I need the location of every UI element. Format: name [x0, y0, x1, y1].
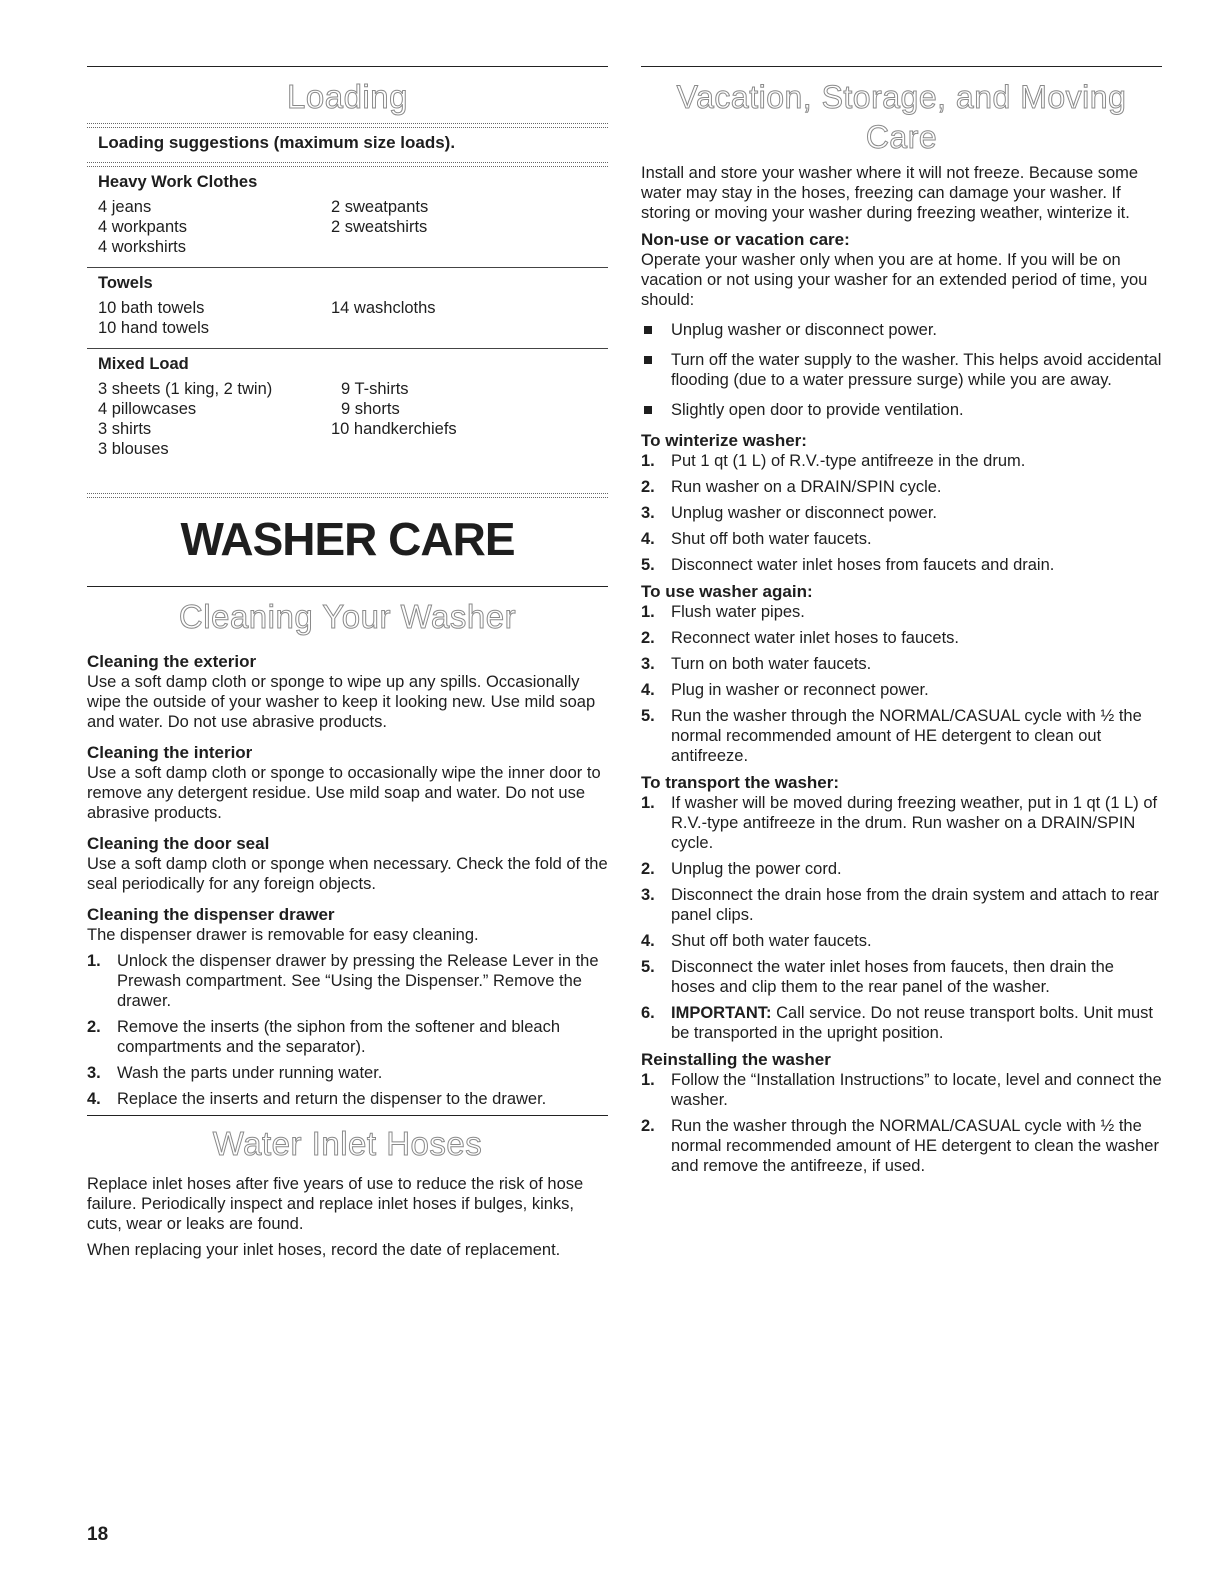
step-text: Call service. Do not reuse transport bolts. Unit must be transported in the upright position. — [671, 1004, 1153, 1042]
loading-item — [331, 237, 608, 257]
step-number: 4. — [87, 1090, 101, 1108]
list-item — [641, 931, 1162, 951]
step-text: Unplug washer or disconnect power. — [671, 504, 937, 522]
list-item — [87, 1063, 608, 1083]
step-text: Unlock the dispenser drawer by pressing the Release Lever in the Prewash compartment. See “Using the Dispenser.” Remove the drawer. — [117, 952, 599, 1010]
step-text: Shut off both water faucets. — [671, 530, 872, 548]
winterize-heading: To winterize washer: — [641, 431, 807, 450]
step-text: Follow the “Installation Instructions” to locate, level and connect the washer. — [671, 1071, 1162, 1109]
loading-item: 4 jeans — [98, 198, 152, 216]
loading-item: 3 blouses — [98, 440, 169, 458]
loading-subtitle: Loading suggestions (maximum size loads). — [98, 133, 456, 152]
loading-item: 10 bath towels — [98, 299, 205, 317]
step-number: 5. — [641, 958, 655, 976]
loading-item: 3 sheets (1 king, 2 twin) — [98, 380, 273, 398]
hoses-title: Water Inlet Hoses — [212, 1125, 483, 1162]
hoses-text-2: When replacing your inlet hoses, record the date of replacement. — [87, 1241, 561, 1259]
loading-items — [98, 197, 608, 257]
list-item — [641, 654, 1162, 674]
use-again-steps — [641, 602, 1162, 766]
step-number: 3. — [641, 655, 655, 673]
exterior-heading: Cleaning the exterior — [87, 652, 257, 671]
loading-item: 2 sweatshirts — [331, 218, 428, 236]
winterize-steps — [641, 451, 1162, 575]
loading-group — [87, 167, 608, 268]
loading-item: 4 pillowcases — [98, 400, 197, 418]
interior-text: Use a soft damp cloth or sponge to occasionally wipe the inner door to remove any detergent residue. Use mild soap and water. Do not use abrasive products. — [87, 764, 601, 822]
list-item — [87, 1017, 608, 1057]
reinstall-steps — [641, 1070, 1162, 1176]
loading-item: 4 workpants — [98, 218, 187, 236]
bullet-text: Turn off the water supply to the washer. This helps avoid accidental flooding (due to a water pressure surge) while you are away. — [671, 351, 1162, 389]
dispenser-text: The dispenser drawer is removable for easy cleaning. — [87, 926, 479, 944]
loading-items — [98, 379, 608, 459]
list-item — [641, 793, 1162, 853]
step-number: 3. — [87, 1064, 101, 1082]
step-number: 5. — [641, 556, 655, 574]
washer-care-title: WASHER CARE — [180, 513, 515, 565]
page-number: 18 — [87, 1524, 109, 1545]
list-item — [641, 320, 1162, 340]
step-number: 1. — [641, 603, 655, 621]
list-item — [87, 1089, 608, 1109]
list-item — [641, 628, 1162, 648]
exterior-text: Use a soft damp cloth or sponge to wipe up any spills. Occasionally wipe the outside of your washer to keep it looking new. Use mild soap and water. Do not use abrasive products. — [87, 673, 596, 731]
loading-group-title: Heavy Work Clothes — [98, 173, 258, 191]
step-number: 2. — [641, 860, 655, 878]
door-seal-text: Use a soft damp cloth or sponge when necessary. Check the fold of the seal periodically for any foreign objects. — [87, 855, 608, 893]
dotted-divider — [87, 493, 608, 498]
right-column — [641, 66, 1162, 1182]
step-number: 5. — [641, 707, 655, 725]
loading-item: 9 T-shirts — [341, 380, 409, 398]
list-item — [641, 400, 1162, 420]
step-text: Run the washer through the NORMAL/CASUAL cycle with ½ the normal recommended amount of HE detergent to clean out antifreeze. — [671, 707, 1142, 765]
step-number: 2. — [641, 629, 655, 647]
list-item — [641, 1116, 1162, 1176]
step-text: Run the washer through the NORMAL/CASUAL cycle with ½ the normal recommended amount of HE detergent to clean the washer and remove the antifreeze, if used. — [671, 1117, 1159, 1175]
step-text: Remove the inserts (the siphon from the softener and bleach compartments and the separator). — [117, 1018, 560, 1056]
list-item — [641, 529, 1162, 549]
step-number: 1. — [641, 1071, 655, 1089]
list-item — [87, 951, 608, 1011]
step-number: 4. — [641, 681, 655, 699]
list-item — [641, 1003, 1162, 1043]
step-text: Replace the inserts and return the dispenser to the drawer. — [117, 1090, 547, 1108]
nonuse-bullets — [641, 320, 1162, 420]
loading-item: 14 washcloths — [331, 299, 436, 317]
door-seal-heading: Cleaning the door seal — [87, 834, 270, 853]
loading-item: 9 shorts — [341, 400, 400, 418]
cleaning-title: Cleaning Your Washer — [178, 598, 517, 635]
step-number: 1. — [641, 794, 655, 812]
square-bullet-icon — [644, 356, 652, 364]
loading-item: 3 shirts — [98, 420, 152, 438]
step-text: Run washer on a DRAIN/SPIN cycle. — [671, 478, 942, 496]
loading-group — [87, 349, 608, 469]
step-number: 4. — [641, 932, 655, 950]
use-again-heading: To use washer again: — [641, 582, 813, 601]
nonuse-heading: Non-use or vacation care: — [641, 230, 850, 249]
step-number: 2. — [87, 1018, 101, 1036]
loading-group — [87, 268, 608, 349]
hoses-text-1: Replace inlet hoses after five years of use to reduce the risk of hose failure. Periodically inspect and replace inlet hoses if bulges, kinks, cuts, wear or leaks are found. — [87, 1175, 584, 1233]
list-item — [641, 706, 1162, 766]
step-number: 1. — [87, 952, 101, 970]
nonuse-text: Operate your washer only when you are at home. If you will be on vacation or not using your washer for an extended period of time, you should: — [641, 251, 1148, 309]
section-rule — [87, 66, 608, 67]
section-rule — [87, 586, 608, 587]
section-rule — [641, 66, 1162, 67]
step-number: 2. — [641, 478, 655, 496]
step-number: 3. — [641, 886, 655, 904]
list-item — [641, 503, 1162, 523]
dispenser-heading: Cleaning the dispenser drawer — [87, 905, 335, 924]
list-item — [641, 350, 1162, 390]
step-text: Flush water pipes. — [671, 603, 805, 621]
dotted-divider — [87, 123, 608, 128]
reinstall-heading: Reinstalling the washer — [641, 1050, 831, 1069]
list-item — [641, 885, 1162, 925]
step-text: Disconnect the water inlet hoses from faucets, then drain the hoses and clip them to the rear panel of the washer. — [671, 958, 1114, 996]
list-item — [641, 859, 1162, 879]
loading-group-title: Towels — [98, 274, 153, 292]
bullet-text: Unplug washer or disconnect power. — [671, 321, 937, 339]
loading-title: Loading — [287, 78, 408, 115]
list-item — [641, 555, 1162, 575]
dispenser-steps — [87, 951, 608, 1109]
step-text: Put 1 qt (1 L) of R.V.-type antifreeze in the drum. — [671, 452, 1026, 470]
loading-item: 10 handkerchiefs — [331, 420, 457, 438]
step-text: If washer will be moved during freezing weather, put in 1 qt (1 L) of R.V.-type antifreeze in the drum. Run washer on a DRAIN/SPIN cycle. — [671, 794, 1158, 852]
step-number: 1. — [641, 452, 655, 470]
transport-steps — [641, 793, 1162, 1043]
step-text: Shut off both water faucets. — [671, 932, 872, 950]
step-number: 2. — [641, 1117, 655, 1135]
left-column — [87, 66, 608, 1260]
loading-item — [331, 439, 608, 459]
list-item — [641, 602, 1162, 622]
step-number: 3. — [641, 504, 655, 522]
interior-heading: Cleaning the interior — [87, 743, 253, 762]
step-text: Disconnect water inlet hoses from faucets and drain. — [671, 556, 1055, 574]
step-text: Wash the parts under running water. — [117, 1064, 383, 1082]
list-item — [641, 477, 1162, 497]
step-number: 4. — [641, 530, 655, 548]
step-text: Reconnect water inlet hoses to faucets. — [671, 629, 959, 647]
vacation-title: Vacation, Storage, and Moving Care — [676, 79, 1127, 155]
list-item — [641, 1070, 1162, 1110]
vacation-intro: Install and store your washer where it will not freeze. Because some water may stay in the hoses, freezing can damage your washer. If storing or moving your washer during freezing weather, winterize it. — [641, 164, 1139, 222]
loading-item: 10 hand towels — [98, 319, 209, 337]
square-bullet-icon — [644, 326, 652, 334]
loading-group-title: Mixed Load — [98, 355, 189, 373]
loading-item: 2 sweatpants — [331, 198, 429, 216]
loading-groups — [87, 167, 608, 469]
important-label: IMPORTANT: — [671, 1004, 772, 1022]
list-item — [641, 680, 1162, 700]
transport-heading: To transport the washer: — [641, 773, 840, 792]
section-rule — [87, 1115, 608, 1116]
step-text: Turn on both water faucets. — [671, 655, 872, 673]
step-number: 6. — [641, 1004, 655, 1022]
bullet-text: Slightly open door to provide ventilation. — [671, 401, 964, 419]
step-text: Disconnect the drain hose from the drain system and attach to rear panel clips. — [671, 886, 1159, 924]
step-text: Plug in washer or reconnect power. — [671, 681, 929, 699]
square-bullet-icon — [644, 406, 652, 414]
list-item — [641, 451, 1162, 471]
loading-item: 4 workshirts — [98, 238, 187, 256]
loading-item — [331, 318, 608, 338]
step-text: Unplug the power cord. — [671, 860, 842, 878]
loading-items — [98, 298, 608, 338]
list-item — [641, 957, 1162, 997]
